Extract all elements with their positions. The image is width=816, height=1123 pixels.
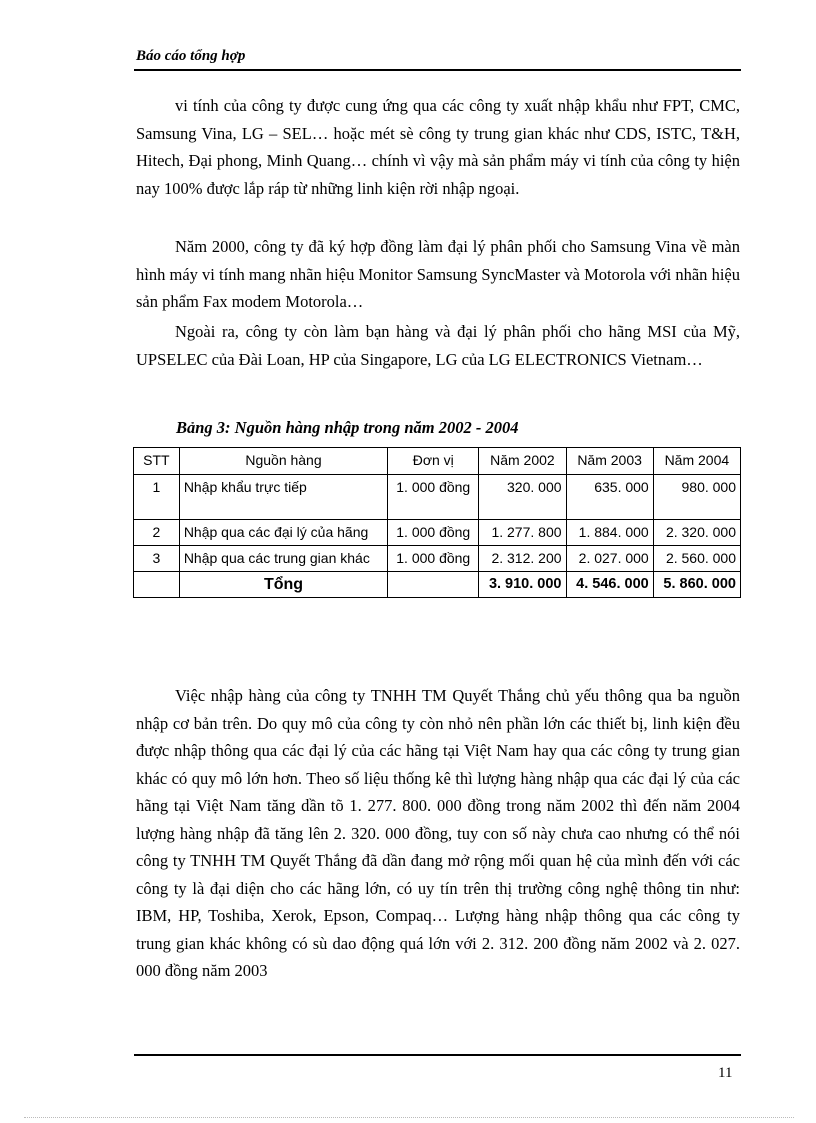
cell-unit: 1. 000 đồng: [388, 546, 479, 572]
import-sources-table: [133, 447, 741, 598]
cell-2004: 2. 560. 000: [653, 546, 740, 572]
cell-source: Nhập qua các đại lý của hãng: [179, 520, 387, 546]
total-2004: 5. 860. 000: [653, 572, 740, 598]
page-edge-dotted-line: [24, 1117, 794, 1118]
cell-stt: 3: [134, 546, 180, 572]
cell-2002: 320. 000: [479, 475, 566, 520]
total-2002: 3. 910. 000: [479, 572, 566, 598]
header-2003: Năm 2003: [566, 448, 653, 475]
cell-unit: 1. 000 đồng: [388, 520, 479, 546]
table-row: [134, 475, 741, 520]
table-header-row: [134, 448, 741, 475]
paragraph-1: vi tính của công ty được cung ứng qua các công ty xuất nhập khẩu như FPT, CMC, Samsung Vina, LG – SEL… hoặc mét sè công ty trung gian khác như CDS, ISTC, T&H, Hitech, Đại phong, Minh Quang… chính vì vậy mà sản phẩm máy vi tính của công ty hiện nay 100% được lắp ráp từ những linh kiện rời nhập ngoại.: [136, 96, 740, 198]
cell-unit: 1. 000 đồng: [388, 475, 479, 520]
header-source: Nguồn hàng: [179, 448, 387, 475]
total-label: Tổng: [179, 572, 387, 598]
cell-empty: [388, 572, 479, 598]
cell-stt: 2: [134, 520, 180, 546]
footer-rule: [134, 1054, 741, 1056]
table-row: [134, 520, 741, 546]
paragraph-3: Ngoài ra, công ty còn làm bạn hàng và đại lý phân phối cho hãng MSI của Mỹ, UPSELEC của Đài Loan, HP của Singapore, LG của LG ELECTRONICS Vietnam…: [136, 322, 740, 369]
table-total-row: [134, 572, 741, 598]
header-rule: [134, 69, 741, 71]
cell-source: Nhập qua các trung gian khác: [179, 546, 387, 572]
cell-2003: 635. 000: [566, 475, 653, 520]
paragraph-4: Việc nhập hàng của công ty TNHH TM Quyết Thắng chủ yếu thông qua ba nguồn nhập cơ bản trên. Do quy mô của công ty còn nhỏ nên phần lớn các thiết bị, linh kiện đều được nhập thông qua các đại lý của các hãng tại Việt Nam hay qua các công ty trung gian khác có quy mô lớn hơn. Theo số liệu thống kê thì lượng hàng nhập qua các đại lý của các hãng tại Việt Nam tăng dần tõ 1. 277. 800. 000 đồng trong năm 2002 thì đến năm 2004 lượng hàng nhập đã tăng lên 2. 320. 000 đồng, tuy con số này chưa cao nhưng có thể nói công ty TNHH TM Quyết Thắng đã dần đang mở rộng mối quan hệ của mình đến với các công ty là đại diện cho các hãng lớn, có uy tín trên thị trường công nghệ thông tin như: IBM, HP, Toshiba, Xerok, Epson, Compaq… Lượng hàng nhập thông qua các công ty trung gian khác không có sù dao động quá lớn với 2. 312. 200 đồng năm 2002 và 2. 027. 000 đồng năm 2003: [136, 686, 740, 980]
cell-2002: 2. 312. 200: [479, 546, 566, 572]
header-2004: Năm 2004: [653, 448, 740, 475]
cell-source: Nhập khẩu trực tiếp: [179, 475, 387, 520]
cell-2004: 980. 000: [653, 475, 740, 520]
header-2002: Năm 2002: [479, 448, 566, 475]
total-2003: 4. 546. 000: [566, 572, 653, 598]
paragraph-2: Năm 2000, công ty đã ký hợp đồng làm đại lý phân phối cho Samsung Vina về màn hình máy vi tính mang nhãn hiệu Monitor Samsung SyncMaster và Motorola với nhãn hiệu sản phẩm Fax modem Motorola…: [136, 237, 740, 311]
header-unit: Đơn vị: [388, 448, 479, 475]
cell-2003: 2. 027. 000: [566, 546, 653, 572]
cell-2002: 1. 277. 800: [479, 520, 566, 546]
table-row: [134, 546, 741, 572]
cell-2004: 2. 320. 000: [653, 520, 740, 546]
cell-2003: 1. 884. 000: [566, 520, 653, 546]
running-header-title: Báo cáo tổng hợp: [136, 48, 246, 64]
header-stt: STT: [134, 448, 180, 475]
cell-empty: [134, 572, 180, 598]
table-caption: Bảng 3: Nguồn hàng nhập trong năm 2002 - 2004: [176, 418, 519, 437]
page-number: 11: [718, 1065, 733, 1081]
cell-stt: 1: [134, 475, 180, 520]
